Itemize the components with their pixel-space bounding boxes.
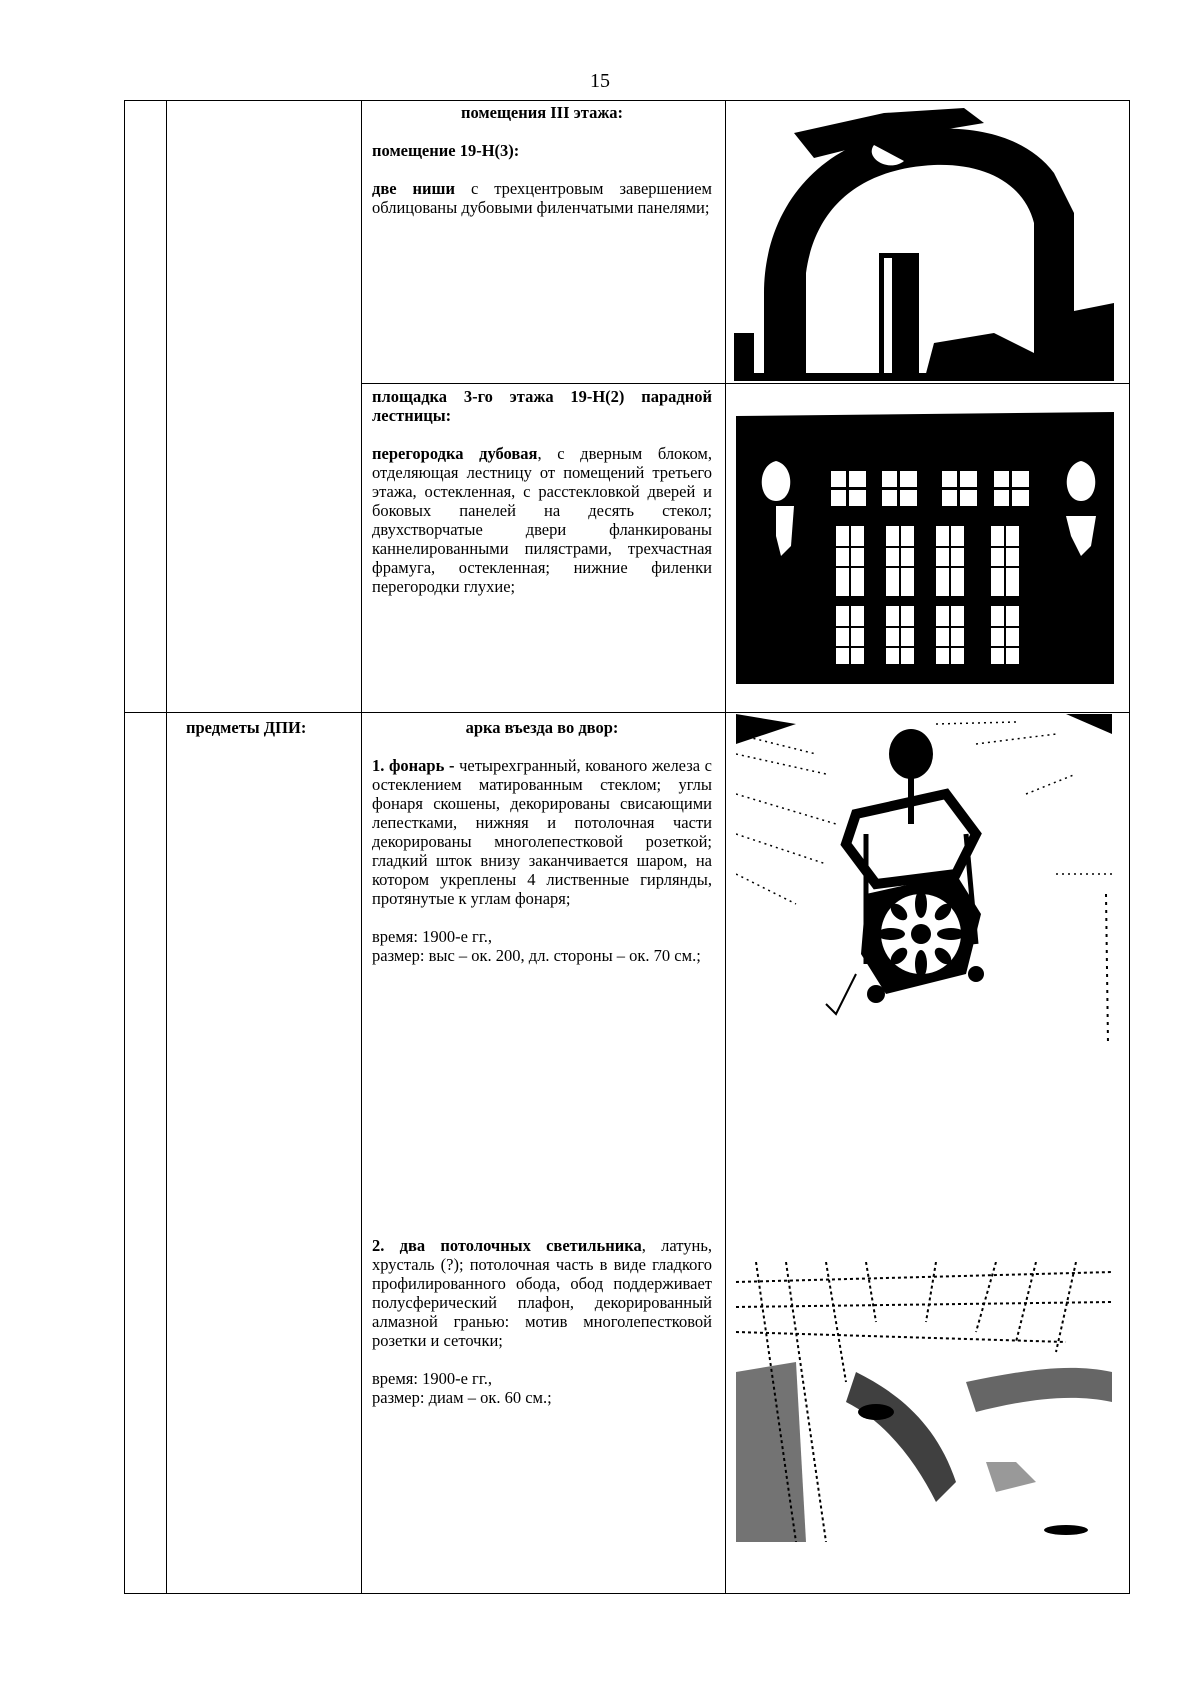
row2-body: , с дверным блоком, отделяющая лестницу от помещений третьего этажа, остекленная, с расстекловкой дверей и боковых панелей на десять стекол; двухстворчатые двери фланкированы каннелированными пилястрами, трехчастная фрамуга, остекленная; нижние филенки перегородки глухие; bbox=[372, 444, 712, 596]
row1-body: с трехцентровым завершением облицованы дубовыми филенчатыми панелями; bbox=[372, 179, 713, 217]
item2-size: размер: диам – ок. 60 см.; bbox=[372, 1388, 552, 1407]
ceiling-lamp-photo bbox=[736, 1262, 1112, 1542]
row3-item2-description bbox=[372, 1236, 712, 1407]
item1-body: четырехгранный, кованого железа с остеклением матированным стеклом; углы фонаря скошены, декорированы свисающими лепестками, нижняя и потолочная части декорированы многолепестковой розеткой; гладкий шток внизу заканчивается шаром, на котором укреплены 4 лиственные гирлянды, протянутые к углам фонаря; bbox=[372, 756, 712, 908]
row2-heading: площадка 3-го этажа 19-Н(2) парадной лестницы: bbox=[372, 387, 712, 425]
item1-lead: 1. фонарь - bbox=[372, 756, 455, 775]
column-divider bbox=[361, 100, 362, 1594]
row1-heading: помещения III этажа: bbox=[460, 103, 624, 122]
row1-room: помещение 19-Н(3): bbox=[372, 141, 520, 160]
lantern-photo bbox=[736, 714, 1112, 1114]
column-divider bbox=[725, 100, 726, 1594]
row2-description bbox=[372, 387, 712, 596]
row-divider bbox=[361, 383, 1130, 384]
row2-lead: перегородка дубовая bbox=[372, 444, 538, 463]
page-number: 15 bbox=[590, 70, 610, 92]
oak-partition-photo bbox=[736, 406, 1114, 692]
category-label: предметы ДПИ: bbox=[186, 718, 307, 737]
item2-time: время: 1900-е гг., bbox=[372, 1369, 492, 1388]
item2-lead: 2. два потолочных светильника bbox=[372, 1236, 642, 1255]
item2-body: , латунь, хрусталь (?); потолочная часть в виде гладкого профилированного обода, обод поддерживает полусферический плафон, декорированный алмазной гранью: мотив многолепестковой розетки и сеточки; bbox=[372, 1236, 712, 1350]
row1-lead: две ниши bbox=[372, 179, 455, 198]
item1-time: время: 1900-е гг., bbox=[372, 927, 492, 946]
row3-item1-description bbox=[372, 718, 712, 965]
row3-heading: арка въезда во двор: bbox=[465, 718, 619, 737]
row1-description bbox=[372, 103, 712, 217]
column-divider bbox=[166, 100, 167, 1594]
item1-size: размер: выс – ок. 200, дл. стороны – ок. 70 см.; bbox=[372, 946, 701, 965]
row-divider bbox=[124, 712, 1130, 713]
arched-niche-photo bbox=[734, 103, 1114, 381]
